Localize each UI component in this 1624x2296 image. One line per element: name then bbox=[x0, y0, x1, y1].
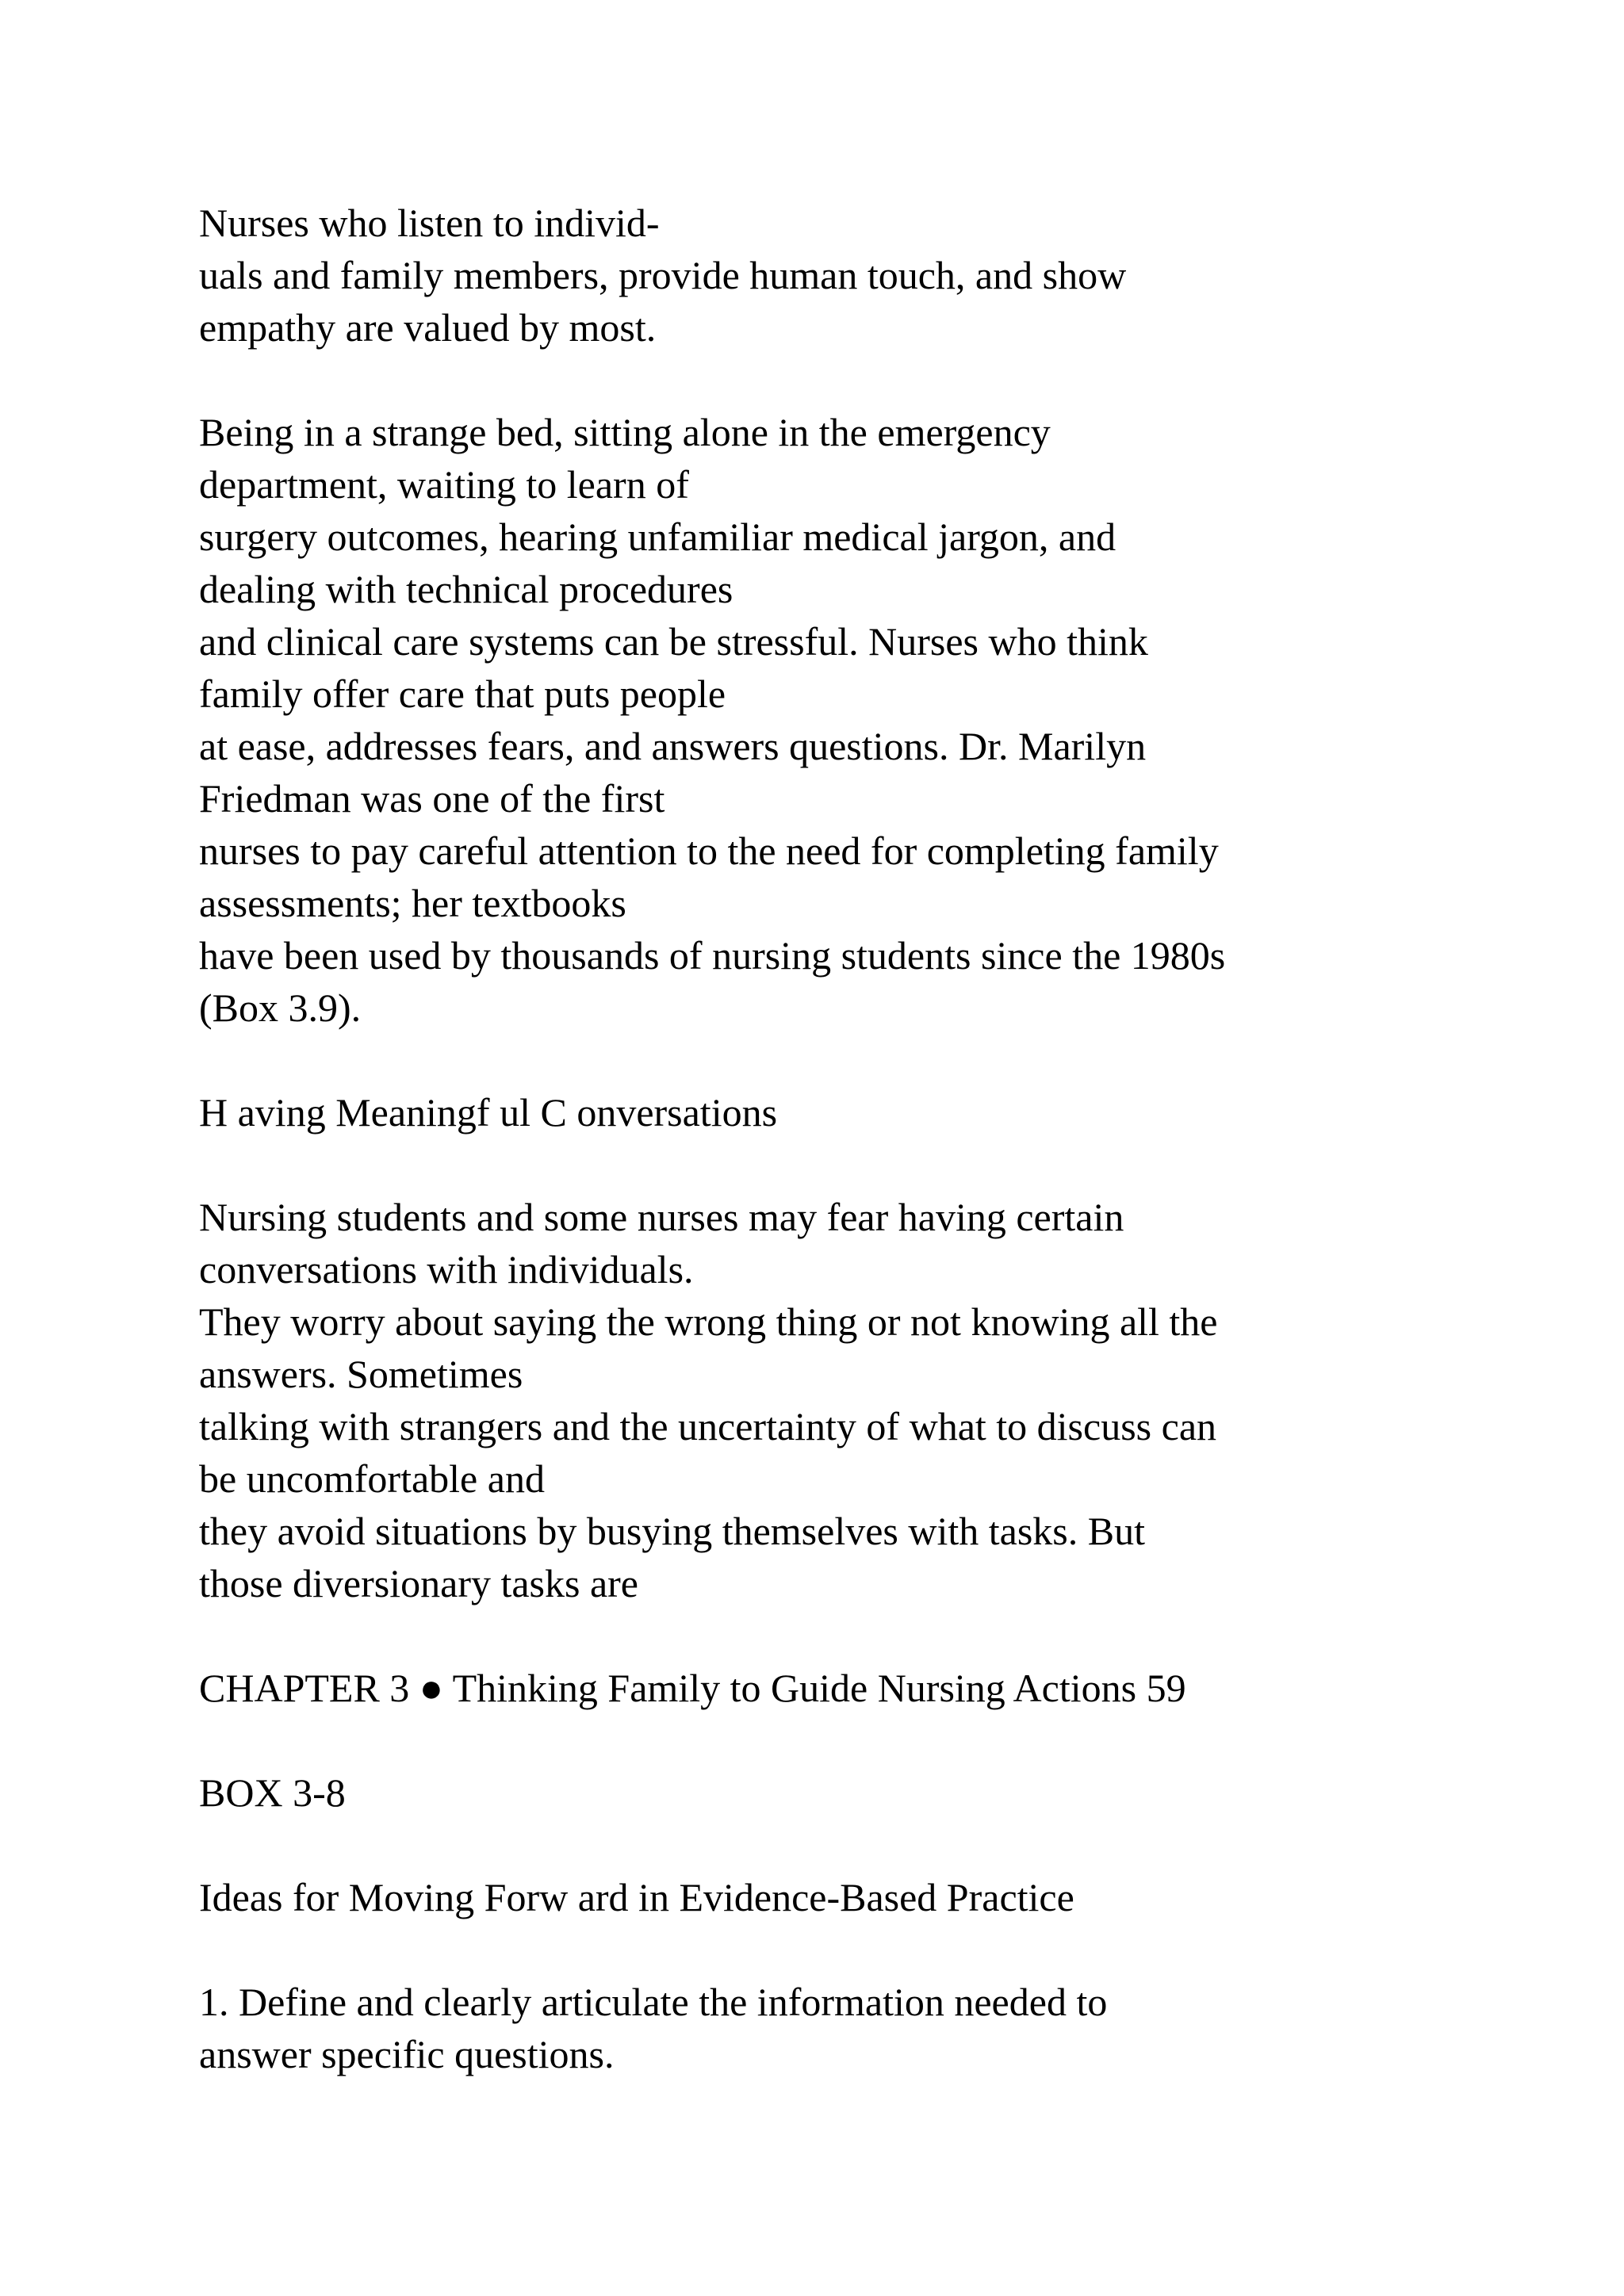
text-line: talking with strangers and the uncertainty of what to discuss can bbox=[199, 1404, 1217, 1448]
text-line: they avoid situations by busying themselves with tasks. But bbox=[199, 1509, 1145, 1553]
text-line: nurses to pay careful attention to the need for completing family bbox=[199, 828, 1219, 873]
text-line: department, waiting to learn of bbox=[199, 462, 689, 507]
text-line: assessments; her textbooks bbox=[199, 881, 626, 925]
running-footer: CHAPTER 3 ● Thinking Family to Guide Nursing Actions 59 bbox=[199, 1666, 1186, 1710]
list-item-continuation: answer specific questions. bbox=[199, 2032, 615, 2076]
text-line: Nurses who listen to individ- bbox=[199, 201, 660, 245]
text-line: at ease, addresses fears, and answers questions. Dr. Marilyn bbox=[199, 724, 1147, 768]
text-line: uals and family members, provide human touch, and show bbox=[199, 253, 1127, 297]
text-line: have been used by thousands of nursing students since the 1980s bbox=[199, 933, 1226, 978]
text-line: Friedman was one of the first bbox=[199, 776, 665, 821]
text-line: be uncomfortable and bbox=[199, 1456, 545, 1501]
section-heading: H aving Meaningf ul C onversations bbox=[199, 1090, 778, 1135]
text-line: conversations with individuals. bbox=[199, 1247, 694, 1292]
list-item: 1. Define and clearly articulate the information needed to bbox=[199, 1980, 1108, 2024]
text-line: dealing with technical procedures bbox=[199, 567, 733, 611]
text-line: family offer care that puts people bbox=[199, 672, 726, 716]
text-line: They worry about saying the wrong thing or not knowing all the bbox=[199, 1299, 1218, 1344]
text-line: and clinical care systems can be stressful. Nurses who think bbox=[199, 619, 1148, 664]
text-line: answers. Sometimes bbox=[199, 1352, 523, 1396]
box-label: BOX 3-8 bbox=[199, 1770, 346, 1815]
text-line: those diversionary tasks are bbox=[199, 1561, 639, 1605]
box-title: Ideas for Moving Forw ard in Evidence-Based Practice bbox=[199, 1875, 1074, 1919]
text-line: empathy are valued by most. bbox=[199, 305, 657, 350]
text-line: Being in a strange bed, sitting alone in the emergency bbox=[199, 410, 1051, 454]
text-line: (Box 3.9). bbox=[199, 985, 362, 1030]
text-line: surgery outcomes, hearing unfamiliar medical jargon, and bbox=[199, 515, 1116, 559]
text-line: Nursing students and some nurses may fear having certain bbox=[199, 1195, 1124, 1239]
